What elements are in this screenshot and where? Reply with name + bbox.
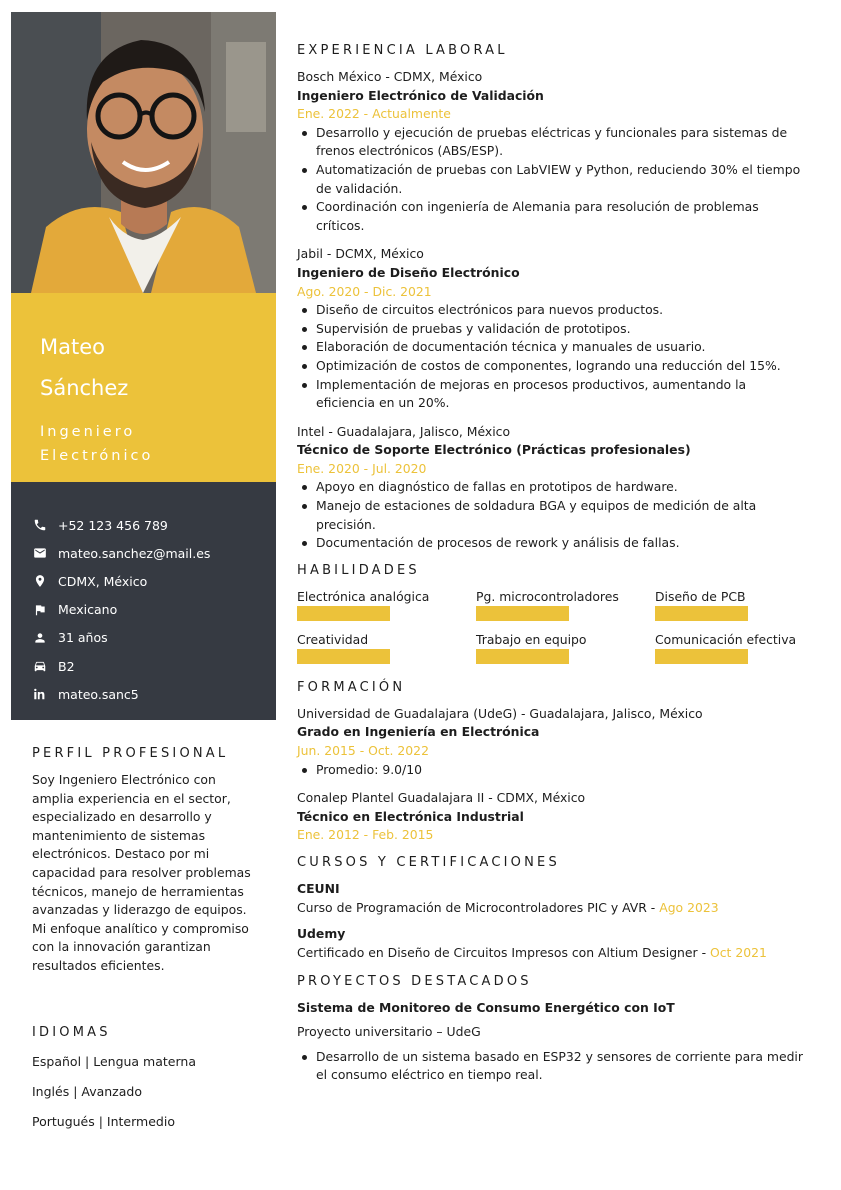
education-school: Universidad de Guadalajara (UdeG) - Guadalajara, Jalisco, México	[297, 705, 703, 721]
person-icon	[33, 631, 47, 645]
profile-photo	[11, 12, 276, 293]
job-entry	[297, 423, 817, 553]
contact-nationality-text: Mexicano	[58, 602, 118, 618]
education-entry	[297, 789, 817, 845]
project-bullet: Desarrollo de un sistema basado en ESP32 y sensores de corriente para medir el consumo eléctrico en tiempo real.	[297, 1048, 817, 1085]
job-dates: Ene. 2020 - Jul. 2020	[297, 460, 427, 476]
skill-name: Electrónica analógica	[297, 588, 430, 604]
project-bullets	[297, 1048, 817, 1085]
job-role: Técnico de Soporte Electrónico (Prácticas profesionales)	[297, 442, 691, 458]
linkedin-icon	[33, 687, 47, 701]
contact-email-text: mateo.sanchez@mail.es	[58, 545, 211, 561]
portrait-illustration	[11, 12, 276, 293]
skill-item	[297, 631, 476, 664]
job-role: Ingeniero Electrónico de Validación	[297, 87, 544, 103]
email-icon	[33, 546, 47, 560]
job-role: Ingeniero de Diseño Electrónico	[297, 264, 520, 280]
education-entry	[297, 705, 817, 779]
skill-level-bar	[655, 649, 748, 664]
job-bullet: Apoyo en diagnóstico de fallas en prototipos de hardware.	[297, 478, 817, 497]
course-desc	[297, 944, 817, 963]
job-bullet: Manejo de estaciones de soldadura BGA y equipos de medición de alta precisión.	[297, 497, 817, 534]
education-degree: Grado en Ingeniería en Electrónica	[297, 724, 540, 740]
contact-license	[11, 652, 276, 680]
name-block	[11, 293, 276, 482]
skill-name: Comunicación efectiva	[655, 631, 797, 647]
profile-section	[32, 746, 257, 976]
job-company: Jabil - DCMX, México	[297, 246, 424, 262]
job-company: Bosch México - CDMX, México	[297, 69, 483, 84]
project-title: Sistema de Monitoreo de Consumo Energético con IoT	[297, 1000, 675, 1016]
job-title-line2: Electrónico	[40, 448, 154, 464]
courses-section	[297, 855, 817, 962]
job-bullets	[297, 301, 817, 413]
skill-item	[476, 588, 655, 621]
job-bullet: Desarrollo y ejecución de pruebas eléctricas y funcionales para sistemas de frenos electrónicos (ABS/ESP).	[297, 124, 817, 161]
skill-level-bar	[297, 606, 390, 621]
skill-name: Creatividad	[297, 631, 369, 647]
education-school: Conalep Plantel Guadalajara II - CDMX, México	[297, 790, 586, 806]
course-org: CEUNI	[297, 881, 340, 896]
job-company: Intel - Guadalajara, Jalisco, México	[297, 423, 511, 439]
skill-item	[297, 588, 476, 621]
job-bullet: Elaboración de documentación técnica y manuales de usuario.	[297, 338, 817, 357]
contact-block	[11, 482, 276, 720]
profile-summary: Soy Ingeniero Electrónico con amplia experiencia en el sector, especializado en desarrollo y mantenimiento de sistemas electrónicos. Destaco por mi capacidad para resolver problemas técnicos, manejo de herramientas avanzadas y liderazgo de equipos. Mi enfoque analítico y compromiso con la innovación garantizan resultados eficientes.	[32, 772, 251, 973]
courses-section-title: CURSOS Y CERTIFICACIONES	[297, 855, 560, 870]
course-org: Udemy	[297, 926, 346, 942]
education-bullet: Promedio: 9.0/10	[297, 761, 817, 780]
skill-level-bar	[655, 606, 748, 621]
skill-level-bar	[476, 649, 569, 664]
education-dates: Ene. 2012 - Feb. 2015	[297, 827, 434, 843]
education-degree: Técnico en Electrónica Industrial	[297, 808, 524, 824]
profile-section-title: PERFIL PROFESIONAL	[32, 746, 229, 761]
experience-section-title: EXPERIENCIA LABORAL	[297, 43, 508, 58]
job-bullet: Documentación de procesos de rework y análisis de fallas.	[297, 534, 817, 553]
skills-section-title: HABILIDADES	[297, 562, 420, 578]
contact-license-text: B2	[58, 658, 75, 674]
contact-phone	[11, 511, 276, 539]
job-bullet: Optimización de costos de componentes, logrando una reducción del 15%.	[297, 357, 817, 376]
job-bullet: Implementación de mejoras en procesos productivos, aumentando la eficiencia en un 20%.	[297, 376, 817, 413]
projects-section-title: PROYECTOS DESTACADOS	[297, 974, 532, 990]
last-name: Sánchez	[40, 376, 129, 400]
languages-section	[32, 1025, 257, 1137]
skills-grid	[297, 588, 817, 664]
course-date: Ago 2023	[659, 899, 719, 915]
job-entry	[297, 68, 817, 235]
language-item: Español | Lengua materna	[32, 1054, 196, 1069]
contact-phone-text: +52 123 456 789	[58, 517, 168, 533]
contact-location-text: CDMX, México	[58, 573, 148, 589]
phone-icon	[33, 518, 47, 532]
skill-name: Pg. microcontroladores	[476, 588, 619, 604]
course-entry	[297, 925, 817, 962]
education-bullets	[297, 761, 817, 780]
job-dates: Ago. 2020 - Dic. 2021	[297, 283, 432, 299]
skill-item	[655, 631, 825, 664]
skill-level-bar	[476, 606, 569, 621]
job-bullets	[297, 478, 817, 552]
education-dates: Jun. 2015 - Oct. 2022	[297, 743, 429, 759]
experience-section	[297, 43, 817, 553]
job-title-line1: Ingeniero	[40, 424, 136, 440]
course-desc	[297, 899, 817, 918]
car-icon	[33, 659, 47, 673]
contact-location	[11, 567, 276, 595]
job-bullet: Automatización de pruebas con LabVIEW y Python, reduciendo 30% el tiempo de validación.	[297, 161, 817, 198]
contact-nationality	[11, 596, 276, 624]
language-item: Portugués | Intermedio	[32, 1114, 175, 1129]
skill-item	[655, 588, 825, 621]
skill-name: Trabajo en equipo	[476, 631, 587, 647]
languages-section-title: IDIOMAS	[32, 1025, 111, 1040]
contact-email	[11, 539, 276, 567]
flag-icon	[33, 603, 47, 617]
location-icon	[33, 574, 47, 588]
first-name: Mateo	[40, 335, 105, 359]
project-subtitle: Proyecto universitario – UdeG	[297, 1023, 481, 1039]
course-desc-text: Curso de Programación de Microcontroladores PIC y AVR -	[297, 899, 660, 915]
skill-name: Diseño de PCB	[655, 588, 746, 604]
job-bullet: Supervisión de pruebas y validación de prototipos.	[297, 320, 817, 339]
education-section-title: FORMACIÓN	[297, 679, 406, 695]
job-bullet: Coordinación con ingeniería de Alemania para resolución de problemas críticos.	[297, 198, 817, 235]
course-entry	[297, 880, 817, 917]
education-section	[297, 680, 817, 845]
contact-linkedin-text[interactable]: mateo.sanc5	[58, 686, 139, 702]
course-date: Oct 2021	[709, 944, 767, 960]
contact-age-text: 31 años	[58, 630, 108, 646]
projects-section	[297, 974, 817, 1084]
contact-age	[11, 624, 276, 652]
course-desc-text: Certificado en Diseño de Circuitos Impresos con Altium Designer -	[297, 944, 710, 960]
skill-item	[476, 631, 655, 664]
skills-section	[297, 563, 817, 664]
language-item: Inglés | Avanzado	[32, 1084, 142, 1099]
skill-level-bar	[297, 649, 390, 664]
job-bullets	[297, 124, 817, 236]
job-dates: Ene. 2022 - Actualmente	[297, 106, 451, 122]
contact-linkedin[interactable]	[11, 680, 276, 708]
job-entry	[297, 245, 817, 412]
job-bullet: Diseño de circuitos electrónicos para nuevos productos.	[297, 301, 817, 320]
